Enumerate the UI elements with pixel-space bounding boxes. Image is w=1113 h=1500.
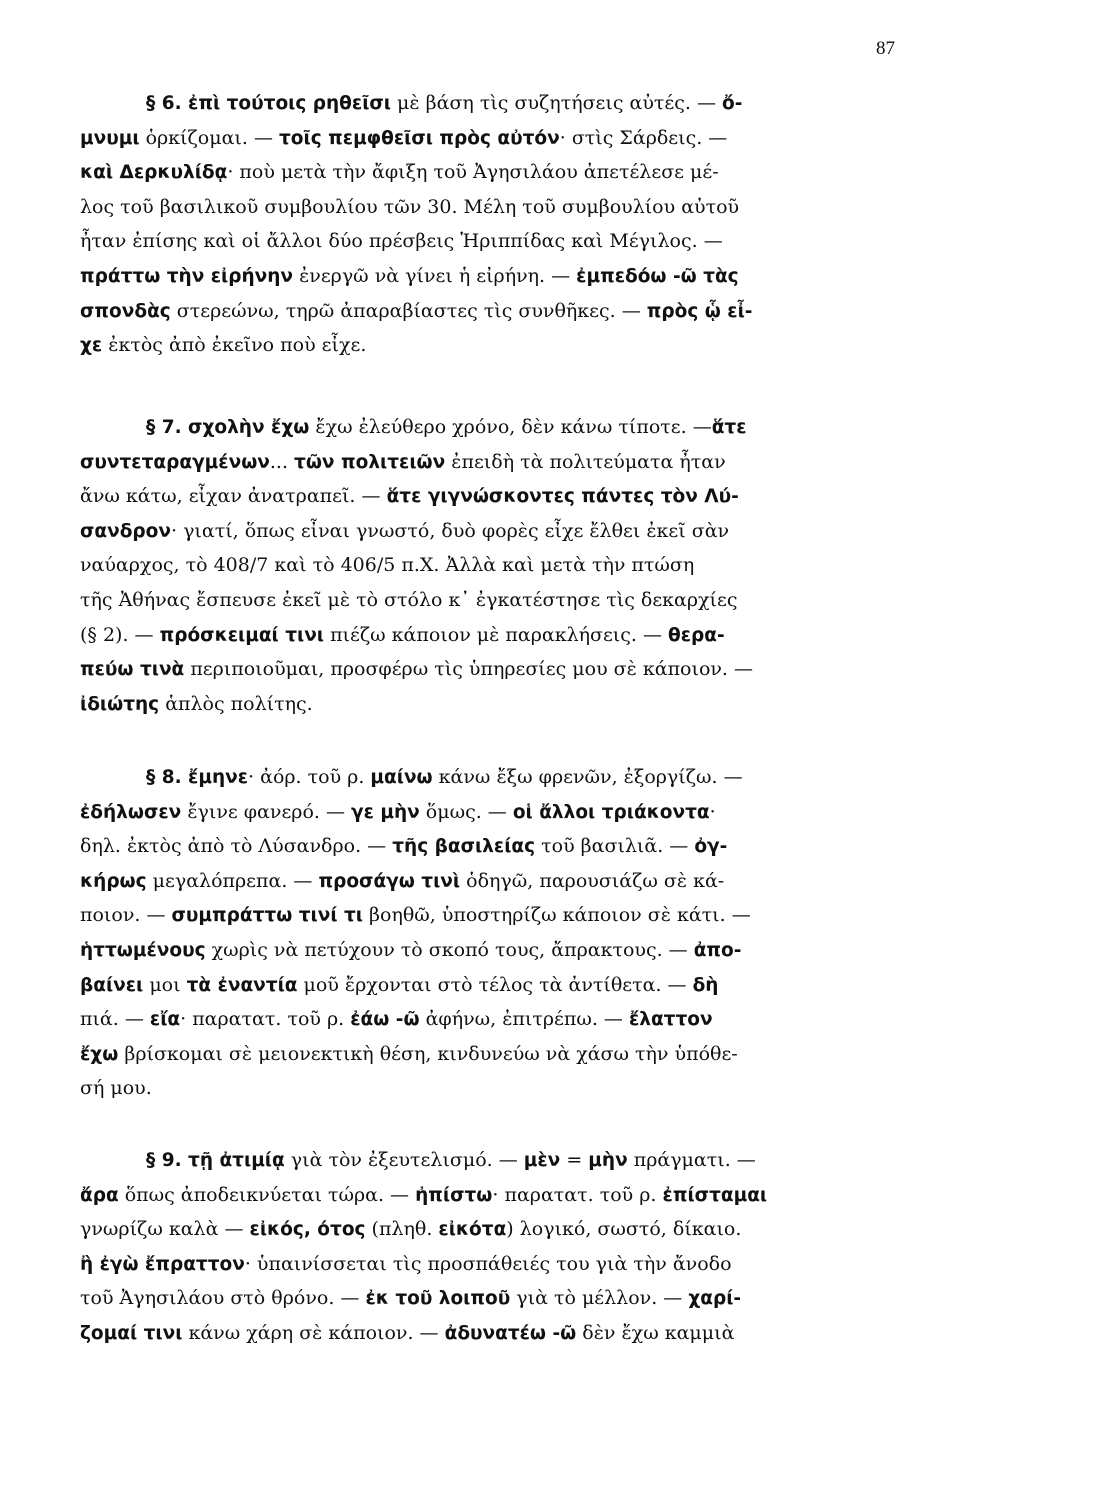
- text-segment: ὁδηγῶ, παρουσιάζω σὲ κά-: [460, 869, 725, 892]
- text-line: [80, 829, 926, 864]
- text-segment: =: [560, 1149, 589, 1171]
- text-segment: ἐπειδὴ τὰ πολιτεύματα ἦταν: [445, 450, 726, 473]
- bold-term: ἡττωμένους: [80, 939, 206, 961]
- text-segment: (πληθ.: [365, 1218, 439, 1241]
- text-line: [80, 294, 926, 329]
- bold-term: καὶ Δερκυλίδᾳ: [80, 162, 228, 184]
- bold-term: ἐάω -ῶ: [350, 1009, 420, 1031]
- text-line: [80, 479, 926, 514]
- text-segment: δηλ. ἐκτὸς ἀπὸ τὸ Λύσανδρο. —: [80, 835, 393, 858]
- section-9-paragraph: [80, 1143, 926, 1351]
- text-line: [80, 1143, 926, 1178]
- bold-term: § 8.: [146, 767, 189, 788]
- text-segment: τοῦ Ἀγησιλάου στὸ θρόνο. —: [80, 1287, 366, 1310]
- bold-term: τοῖς πεμφθεῖσι πρὸς αὐτόν: [279, 127, 560, 149]
- text-segment: ·: [709, 800, 716, 823]
- text-line: [80, 1316, 926, 1351]
- text-line: [80, 583, 926, 618]
- bold-term: ἐπίσταμαι: [662, 1184, 768, 1206]
- bold-term: σχολὴν ἔχω: [188, 417, 310, 438]
- text-segment: ἔχω ἐλεύθερο χρόνο, δὲν κάνω τίποτε. —: [309, 416, 712, 438]
- bold-term: τὰ ἐναντία: [186, 974, 298, 996]
- page-number: 87: [876, 38, 895, 59]
- text-segment: ποιον. —: [80, 904, 172, 927]
- bold-term: συντεταραγμένων: [80, 451, 270, 473]
- bold-term: τῆς βασιλείας: [392, 836, 536, 858]
- text-segment: ὁρκίζομαι. —: [139, 126, 279, 149]
- text-segment: ...: [269, 450, 295, 473]
- text-line: [80, 121, 926, 156]
- text-segment: περιποιοῦμαι, προσφέρω τὶς ὑπηρεσίες μου σὲ κάποιον. —: [184, 658, 754, 681]
- text-segment: ἐνεργῶ νὰ γίνει ἡ εἰρήνη. —: [293, 264, 577, 287]
- text-segment: · ποὺ μετὰ τὴν ἄφιξη τοῦ Ἀγησιλάου ἀπετέλεσε μέ-: [227, 161, 719, 184]
- text-segment: πιέζω κάποιον μὲ παρακλήσεις. —: [324, 623, 669, 646]
- text-line: [80, 224, 926, 259]
- text-line: [80, 1178, 926, 1213]
- text-segment: χωρὶς νὰ πετύχουν τὸ σκοπό τους, ἄπρακτους. —: [205, 938, 694, 961]
- bold-term: πρὸς ᾧ εἶ-: [646, 300, 753, 322]
- text-line: [80, 760, 926, 795]
- text-segment: δὲν ἔχω καμμιὰ: [576, 1321, 735, 1344]
- bold-term: ἠπίστω: [415, 1184, 493, 1206]
- bold-term: ὄ-: [722, 93, 743, 114]
- bold-term: εἰκός, ότος: [249, 1219, 366, 1241]
- bold-term: ἰδιώτης: [80, 693, 160, 715]
- bold-term: δὴ: [692, 974, 719, 996]
- text-line: [80, 864, 926, 899]
- text-line: [80, 259, 926, 294]
- text-line: [80, 1071, 926, 1106]
- text-line: [80, 652, 926, 687]
- text-line: [80, 933, 926, 968]
- bold-term: χαρί-: [688, 1288, 742, 1310]
- text-segment: ἁπλὸς πολίτης.: [159, 692, 313, 715]
- text-segment: · παρατατ. τοῦ ρ.: [492, 1183, 663, 1206]
- text-line: [80, 548, 926, 583]
- bold-term: βαίνει: [80, 974, 144, 996]
- text-line: [80, 328, 926, 363]
- text-segment: βρίσκομαι σὲ μειονεκτικὴ θέση, κινδυνεύω νὰ χάσω τὴν ὑπόθε-: [118, 1042, 738, 1065]
- section-8-paragraph: [80, 760, 926, 1106]
- text-line: [80, 968, 926, 1003]
- text-segment: ἔγινε φανερό. —: [181, 800, 352, 823]
- text-segment: ) λογικό, σωστό, δίκαιο.: [506, 1218, 742, 1241]
- bold-term: εἰκότα: [438, 1219, 507, 1241]
- text-segment: πράγματι. —: [627, 1149, 756, 1171]
- text-segment: βοηθῶ, ὑποστηρίζω κάποιον σὲ κάτι. —: [363, 904, 751, 927]
- bold-term: ἐπὶ τούτοις ρηθεῖσι: [188, 93, 392, 114]
- bold-term: ἐδήλωσεν: [80, 801, 182, 823]
- text-segment: τῆς Ἀθήνας ἔσπευσε ἐκεῖ μὲ τὸ στόλο κ᾽ ἐγκατέστησε τὶς δεκαρχίες: [80, 588, 738, 611]
- text-line: [80, 1281, 926, 1316]
- text-segment: ἄνω κάτω, εἶχαν ἀνατραπεῖ. —: [80, 485, 387, 508]
- bold-term: ζομαί τινι: [80, 1322, 183, 1344]
- text-segment: μὲ βάση τὶς συζητήσεις αὐτές. —: [391, 92, 723, 114]
- bold-term: ἔχω: [80, 1043, 119, 1065]
- text-segment: ὅμως. —: [419, 800, 513, 823]
- bold-term: ἔμηνε: [188, 767, 249, 788]
- bold-term: χε: [80, 335, 103, 357]
- text-segment: σή μου.: [80, 1077, 152, 1100]
- bold-term: γε μὴν: [351, 801, 420, 823]
- text-line: [80, 190, 926, 225]
- text-segment: τοῦ βασιλιᾶ. —: [535, 835, 695, 858]
- bold-term: ἀπο-: [693, 939, 742, 961]
- section-7-paragraph: [80, 410, 926, 721]
- text-line: [80, 410, 926, 445]
- bold-term: κήρως: [80, 870, 147, 892]
- bold-term: σανδρον: [80, 520, 171, 542]
- bold-term: ἅτε γιγνώσκοντες πάντες τὸν Λύ-: [386, 486, 739, 508]
- text-segment: ναύαρχος, τὸ 408/7 καὶ τὸ 406/5 π.Χ. Ἀλλὰ καὶ μετὰ τὴν πτώση: [80, 554, 695, 577]
- text-line: [80, 687, 926, 722]
- text-segment: μοῦ ἔρχονται στὸ τέλος τὰ ἀντίθετα. —: [297, 973, 693, 996]
- text-segment: μοι: [143, 973, 187, 996]
- text-line: [80, 618, 926, 653]
- text-segment: μεγαλόπρεπα. —: [146, 869, 319, 892]
- bold-term: ὀγ-: [694, 836, 728, 858]
- text-segment: ἐκτὸς ἀπὸ ἐκεῖνο ποὺ εἶχε.: [102, 334, 367, 357]
- bold-term: ἀδυνατέω -ῶ: [444, 1322, 577, 1344]
- bold-term: τῇ ἀτιμίᾳ: [188, 1150, 285, 1171]
- bold-term: μνυμι: [80, 127, 140, 149]
- bold-term: ἅτε: [711, 417, 747, 438]
- text-segment: · στὶς Σάρδεις. —: [559, 126, 728, 149]
- text-line: [80, 898, 926, 933]
- bold-term: ἐκ τοῦ λοιποῦ: [365, 1288, 511, 1310]
- bold-term: προσάγω τινὶ: [318, 870, 461, 892]
- section-6-paragraph: [80, 86, 926, 363]
- bold-term: πράττω τὴν εἰρήνην: [80, 265, 294, 287]
- text-segment: ὅπως ἀποδεικνύεται τώρα. —: [118, 1183, 416, 1206]
- text-segment: κάνω χάρη σὲ κάποιον. —: [182, 1321, 445, 1344]
- text-segment: (§ 2). —: [80, 623, 160, 646]
- bold-term: μαίνω: [370, 767, 433, 788]
- text-segment: · ἀόρ. τοῦ ρ.: [248, 766, 371, 788]
- bold-term: ἢ ἐγὼ ἔπραττον: [80, 1253, 245, 1275]
- text-line: [80, 1212, 926, 1247]
- text-line: [80, 514, 926, 549]
- bold-term: πρόσκειμαί τινι: [159, 624, 325, 646]
- text-segment: · ὑπαινίσσεται τὶς προσπάθειές του γιὰ τὴν ἄνοδο: [244, 1252, 732, 1275]
- text-segment: γιὰ τὸν ἐξευτελισμό. —: [284, 1149, 524, 1171]
- text-line: [80, 86, 926, 121]
- text-line: [80, 795, 926, 830]
- text-segment: ἦταν ἐπίσης καὶ οἱ ἄλλοι δύο πρέσβεις Ἡριππίδας καὶ Μέγιλος. —: [80, 230, 723, 253]
- bold-term: συμπράττω τινί τι: [171, 905, 363, 927]
- text-segment: λος τοῦ βασιλικοῦ συμβουλίου τῶν 30. Μέλη τοῦ συμβουλίου αὐτοῦ: [80, 195, 740, 218]
- bold-term: οἱ ἄλλοι τριάκοντα: [512, 801, 710, 823]
- bold-term: μὲν: [523, 1150, 561, 1171]
- text-segment: ἀφήνω, ἐπιτρέπω. —: [419, 1008, 629, 1031]
- bold-term: § 7.: [146, 417, 189, 438]
- text-segment: γνωρίζω καλὰ —: [80, 1218, 250, 1241]
- text-segment: γιὰ τὸ μέλλον. —: [510, 1287, 689, 1310]
- bold-term: πεύω τινὰ: [80, 659, 185, 681]
- bold-term: ἔλαττον: [628, 1009, 713, 1031]
- bold-term: μὴν: [588, 1150, 628, 1171]
- bold-term: § 6.: [146, 93, 189, 114]
- text-segment: · παρατατ. τοῦ ρ.: [180, 1008, 351, 1031]
- text-segment: κάνω ἔξω φρενῶν, ἐξοργίζω. —: [432, 766, 743, 788]
- text-line: [80, 1002, 926, 1037]
- text-line: [80, 1037, 926, 1072]
- bold-term: σπονδὰς: [80, 300, 171, 322]
- bold-term: τῶν πολιτειῶν: [294, 451, 446, 473]
- text-segment: πιά. —: [80, 1008, 150, 1031]
- bold-term: ἐμπεδόω -ῶ τὰς: [576, 265, 739, 287]
- text-line: [80, 1247, 926, 1282]
- text-segment: · γιατί, ὅπως εἶναι γνωστό, δυὸ φορὲς εἶχε ἔλθει ἐκεῖ σὰν: [170, 519, 730, 542]
- text-line: [80, 445, 926, 480]
- bold-term: εἴα: [149, 1009, 181, 1031]
- bold-term: θερα-: [668, 624, 725, 646]
- text-segment: στερεώνω, τηρῶ ἀπαραβίαστες τὶς συνθῆκες. —: [170, 299, 647, 322]
- bold-term: ἄρα: [80, 1184, 119, 1206]
- text-line: [80, 155, 926, 190]
- bold-term: § 9.: [146, 1150, 189, 1171]
